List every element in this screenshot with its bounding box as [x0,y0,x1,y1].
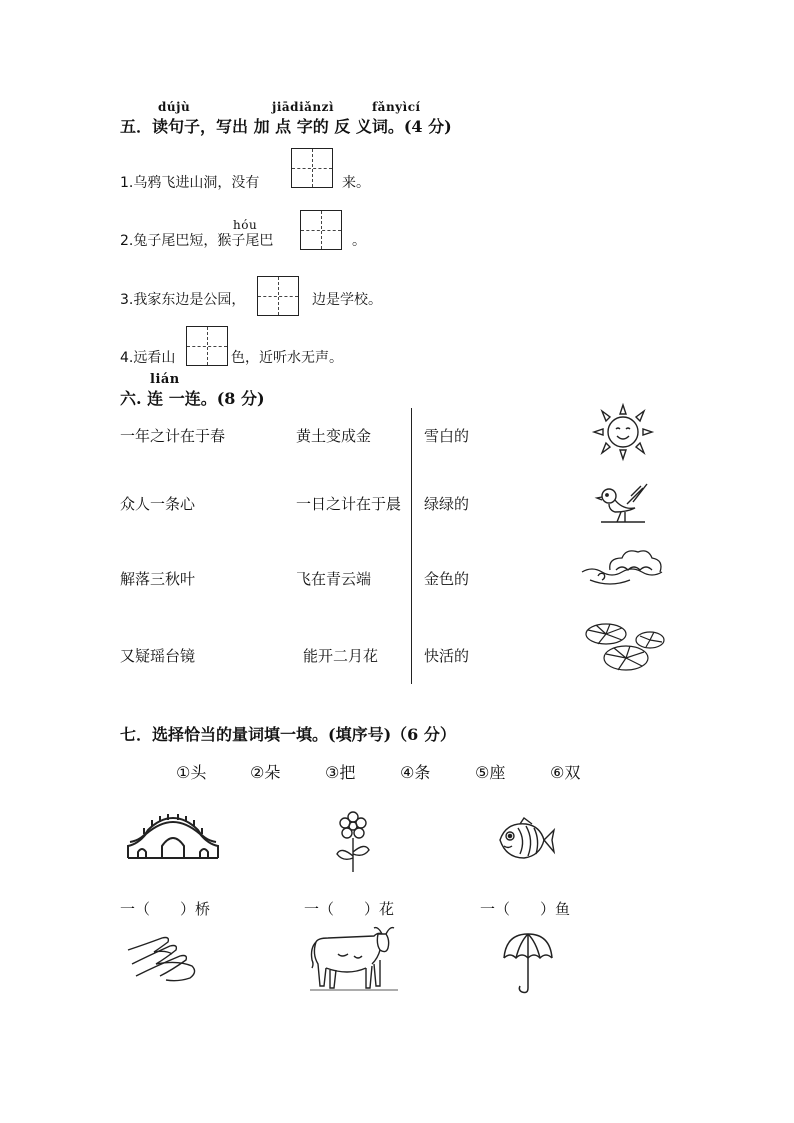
pinyin-lian: lián [150,372,180,387]
question-1-tail: 来。 [342,175,370,191]
section-6-heading: 六. 连 一连。(8 分) [120,389,265,408]
match-col3-item-4[interactable]: 快活的 [424,647,470,665]
pinyin-duju: dújù [158,100,191,114]
match-col1-item-1[interactable]: 一年之计在于春 [120,427,226,445]
match-col1-item-4[interactable]: 又疑瑶台镜 [120,647,196,665]
answer-box-2[interactable] [300,210,342,250]
match-col2-item-2[interactable]: 一日之计在于晨 [296,495,402,513]
pinyin-fanyici: fǎnyìcí [372,100,421,114]
bridge-icon[interactable] [124,812,222,862]
match-col1-item-3[interactable]: 解落三秋叶 [120,570,196,588]
question-4-text: 4.远看山 [120,350,176,366]
bird-icon[interactable] [595,482,651,528]
column-divider [411,408,412,684]
question-2-tail: 。 [352,233,366,249]
umbrella-icon[interactable] [500,930,556,996]
pinyin-hou: hóu [233,218,258,232]
section-5-heading: 五．读句子，写出 加 点 字的 反 义词。(4 分) [120,117,452,136]
option-2[interactable]: ②朵 [250,763,281,782]
answer-box-1[interactable] [291,148,333,188]
ox-icon[interactable] [308,924,400,996]
blank-bridge[interactable]: 一（ ）桥 [120,900,211,918]
question-3-tail: 边是学校。 [312,292,382,308]
pinyin-jiadianzi: jiādiǎnzì [272,100,334,114]
lotus-leaf-icon[interactable] [582,618,668,674]
question-3-text: 3.我家东边是公园， [120,292,246,308]
answer-box-4[interactable] [186,326,228,366]
cloud-icon[interactable] [580,540,672,590]
match-col3-item-1[interactable]: 雪白的 [424,427,470,445]
blank-flower[interactable]: 一（ ）花 [304,900,395,918]
flower-icon[interactable] [330,812,376,876]
match-col3-item-3[interactable]: 金色的 [424,570,470,588]
blank-fish[interactable]: 一（ ）鱼 [480,900,571,918]
hands-icon[interactable] [126,930,200,984]
option-3[interactable]: ③把 [325,763,356,782]
question-1-text: 1.乌鸦飞进山洞，没有 [120,175,260,191]
option-5[interactable]: ⑤座 [475,763,506,782]
option-4[interactable]: ④条 [400,763,431,782]
match-col2-item-4[interactable]: 能开二月花 [303,647,379,665]
match-col1-item-2[interactable]: 众人一条心 [120,495,196,513]
sun-icon[interactable] [590,402,656,462]
answer-box-3[interactable] [257,276,299,316]
match-col3-item-2[interactable]: 绿绿的 [424,495,470,513]
match-col2-item-1[interactable]: 黄土变成金 [296,427,372,445]
question-4-tail: 色，近听水无声。 [231,350,343,366]
option-1[interactable]: ①头 [176,763,207,782]
question-2-text: 2.兔子尾巴短，猴子尾巴 [120,233,274,249]
match-col2-item-3[interactable]: 飞在青云端 [296,570,372,588]
section-7-heading: 七．选择恰当的量词填一填。(填序号)（6 分） [120,725,456,744]
option-6[interactable]: ⑥双 [550,763,581,782]
fish-icon[interactable] [496,818,556,864]
